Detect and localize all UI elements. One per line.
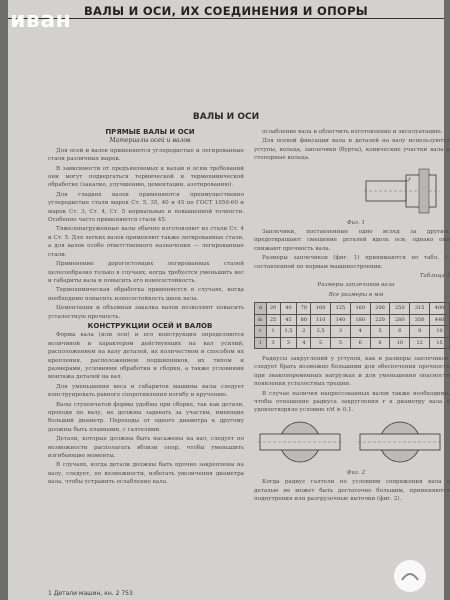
table-cell: 315 xyxy=(410,303,430,314)
book-page xyxy=(8,0,450,600)
paragraph: Детали, которые должны быть насажены на вал, следует по возможности располагать вблизи опор, чтобы уменьшить изгибающие моменты. xyxy=(48,436,244,460)
table-cell: 45 xyxy=(280,314,297,325)
table-cell: 8 xyxy=(370,337,390,348)
table-cell: 5 xyxy=(311,337,331,348)
table-cell: 440 xyxy=(430,314,450,325)
table-cell: 8 xyxy=(410,326,430,337)
subsection-heading: ПРЯМЫЕ ВАЛЫ И ОСИ xyxy=(105,128,195,136)
paragraph: Когда радиус галтели по условиям сопряжения вала с деталью не может быть достаточно большим, применяются поднутрения или разгрузочные выточки (фиг. 2). xyxy=(254,479,450,502)
table-cell: 10 xyxy=(430,326,450,337)
table-cell: 1,5 xyxy=(280,326,297,337)
dimensions-table xyxy=(254,302,450,349)
table-cell: 220 xyxy=(370,314,390,325)
table-cell: 140 xyxy=(331,314,351,325)
table-cell: 160 xyxy=(350,303,370,314)
paragraph: Тяжелонагруженные валы обычно изготовляют из стали Ст. 4 и Ст. 5. Для легких валов применяют также легированные стали, а для валов особо ответственного назначения — легированные стали. xyxy=(48,226,244,258)
table-cell: 6 xyxy=(390,326,410,337)
paragraph: Заплечики, поставленные одно вслед за другим, предотвращают смещение деталей вдоль оси, однако они снижают прочность вала. xyxy=(254,229,450,252)
table-cell: 1 xyxy=(266,326,280,337)
paragraph: В случае наличия напрессованных валов также необходимо, чтобы отношение радиуса закругления r к диаметру вала d удовлетворяло условию r/d ≥ 0,1. xyxy=(254,390,450,414)
table-cell: 20 xyxy=(266,303,280,314)
table-title: Размеры заплечиков вала xyxy=(317,282,395,289)
table-cell: 4 xyxy=(350,326,370,337)
table-cell: 2 xyxy=(297,326,311,337)
table-cell: 3 xyxy=(280,337,297,348)
table-cell: 125 xyxy=(331,303,351,314)
table-cell: 80 xyxy=(297,314,311,325)
figure-2-relief-grooves xyxy=(254,419,450,465)
section-title: ВАЛЫ И ОСИ xyxy=(192,112,260,122)
figure-1-shaft-shoulder xyxy=(254,167,450,215)
table-cell: 280 xyxy=(390,314,410,325)
paragraph: Для осевой фиксации вала и деталей на валу используются уступы, кольца, заплечики (бурты), конические участки вала и стопорные кольца. xyxy=(254,138,450,162)
paragraph: Для уменьшения веса и габаритов машины валы следует конструировать равного сопротивления изгибу и кручению. xyxy=(48,383,244,399)
paragraph: Для гладких валов применяются преимущественно углеродистые стали марок Ст. 5, 35, 40 и 45 по ГОСТ 1050-60 и марок Ст. 3, Ст. 4, Ст. 5 нормальные и повышенной точности. Особенно часто применяются стали 45. xyxy=(48,191,244,224)
table-cell: 6 xyxy=(350,337,370,348)
paragraph: В зависимости от предъявляемых к валам и осям требований они могут подвергаться термической и термохимической обработке (закалке, улучшению, цементации, азотированию). xyxy=(48,165,244,189)
paragraph: Термохимическая обработка применяется в случаях, когда необходимо повысить износостойкость шеек вала. xyxy=(48,287,244,302)
page-footer: 1 Детали машин, кн. 2 753 xyxy=(48,590,133,597)
table-cell: 350 xyxy=(410,314,430,325)
table-cell: l xyxy=(255,337,267,348)
table-cell: 40 xyxy=(280,303,297,314)
paragraph: ослабление вала и облегчить изготовление и эксплуатацию. xyxy=(262,129,443,135)
left-column xyxy=(48,128,244,488)
table-cell: 400 xyxy=(430,303,450,314)
table-cell: 3 xyxy=(266,337,280,348)
paragraph: Применение дорогостоящих легированных сталей целесообразно только в случаях, когда требуется уменьшить вес и габариты вала и повысить его износостойкость. xyxy=(48,261,244,284)
table-row xyxy=(255,303,450,314)
figure-caption: Фиг. 2 xyxy=(346,469,366,476)
table-subtitle: Все размеры в мм xyxy=(328,291,384,298)
paragraph: Размеры заплечиков (фиг. 1) принимаются по табл. 1, составленной по нормам машиностроения. xyxy=(254,255,450,270)
running-title: ВАЛЫ И ОСИ, ИХ СОЕДИНЕНИЯ И ОПОРЫ xyxy=(83,4,369,18)
table-cell: 250 xyxy=(390,303,410,314)
paragraph: Для осей и валов применяются углеродистые и легированные стали различных марок. xyxy=(48,147,244,163)
watermark-icon xyxy=(380,556,440,596)
table-cell: 10 xyxy=(390,337,410,348)
table-cell: 12 xyxy=(410,337,430,348)
running-header xyxy=(8,0,444,19)
right-column xyxy=(254,128,450,504)
table-cell: d xyxy=(255,303,267,314)
table-cell: 200 xyxy=(370,303,390,314)
table-cell: 5 xyxy=(370,326,390,337)
paragraph: Цементация и объемная закалка валов позволяют повысить усталостную прочность. xyxy=(48,305,244,320)
paragraph: В случаях, когда детали должны быть прочно закреплены на валу, следует, по возможности, избегать увеличения диаметра вала, чтобы устранить ослабление вала. xyxy=(48,462,244,486)
table-cell: 70 xyxy=(297,303,311,314)
paragraph: Радиусы закруглений у уступов, как и размеры заплечиков, следует брать возможно большими для обеспечения прочности при знакопеременных нагрузках и для уменьшения опасности появления усталостных трещин. xyxy=(254,355,450,388)
paragraph: Валы ступенчатой формы удобны при сборке, так как детали, проходя по валу, не должны задевать за участки, имеющие больший диаметр. Переходы от одного диаметра к другому должны быть плавными, с галтелями. xyxy=(48,401,244,433)
table-cell: 15 xyxy=(430,337,450,348)
watermark-logo: иван xyxy=(10,8,72,33)
table-cell: 4 xyxy=(297,337,311,348)
paragraph: Форма вала (или оси) и его конструкция определяются величиной и характером действующих на вал усилий, расположением на валу деталей, их количеством и способом их крепления, расположением подшипников, их типом и размерами, условиями обработки и сборки, а также условиями монтажа деталей на вал. xyxy=(48,332,244,381)
table-cell: 110 xyxy=(311,314,331,325)
table-row xyxy=(255,337,450,348)
table-cell: 25 xyxy=(266,314,280,325)
subsection-subheading: Материалы осей и валов xyxy=(109,137,191,145)
table-cell: 5 xyxy=(331,337,351,348)
table-cell: 180 xyxy=(350,314,370,325)
table-cell: 2,5 xyxy=(311,326,331,337)
table-cell: r xyxy=(255,326,267,337)
table-row xyxy=(255,326,450,337)
table-row xyxy=(255,314,450,325)
figure-caption: Фиг. 1 xyxy=(346,219,366,226)
table-cell: 100 xyxy=(311,303,331,314)
table-cell: d₁ xyxy=(255,314,267,325)
table-label: Таблица 1 xyxy=(419,273,450,280)
table-cell: 3 xyxy=(331,326,351,337)
subsection-heading: КОНСТРУКЦИИ ОСЕЙ И ВАЛОВ xyxy=(87,321,213,330)
